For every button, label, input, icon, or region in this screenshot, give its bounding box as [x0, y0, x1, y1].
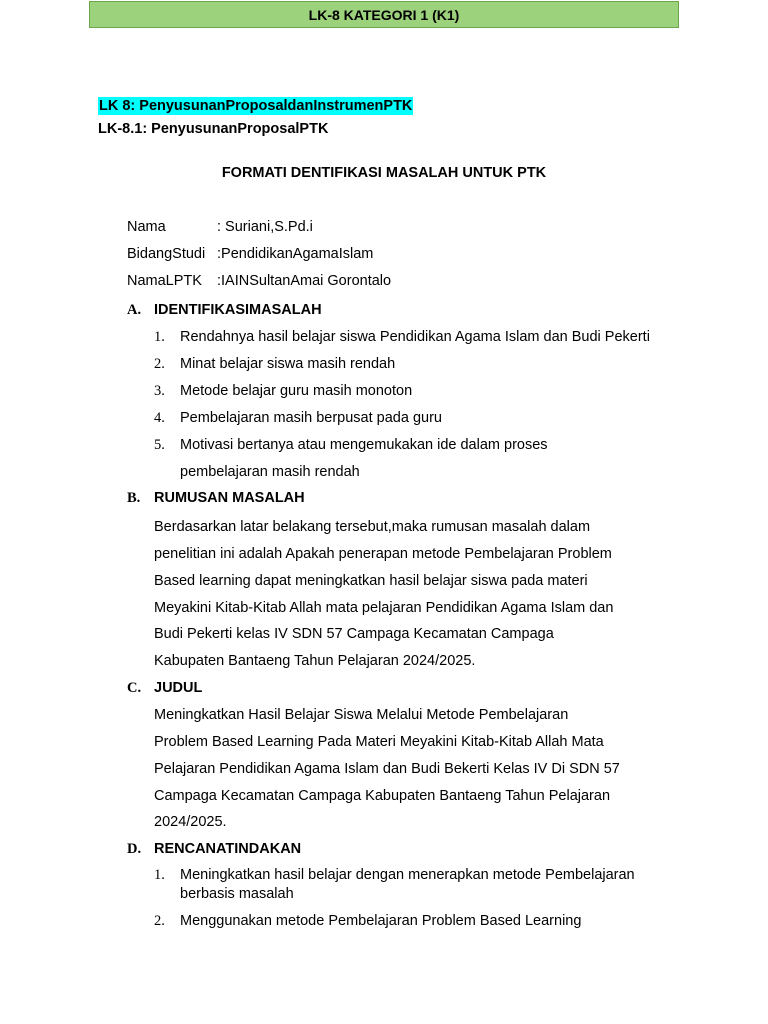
list-item: [154, 409, 442, 427]
info-row-bidang-studi: [127, 245, 373, 263]
paragraph-line: Campaga Kecamatan Campaga Kabupaten Bantaeng Tahun Pelajaran: [154, 788, 611, 804]
section-title: IDENTIFIKASIMASALAH: [154, 302, 322, 318]
paragraph-line: Budi Pekerti kelas IV SDN 57 Campaga Kecamatan Campaga: [154, 626, 554, 642]
list-number: 5.: [154, 437, 165, 453]
section-d-heading: [127, 840, 301, 858]
paragraph-line: penelitian ini adalah Apakah penerapan metode Pembelajaran Problem: [154, 546, 612, 562]
list-item: [154, 436, 548, 454]
list-item: [154, 382, 412, 400]
category-header-label: LK-8 KATEGORI 1 (K1): [308, 6, 460, 23]
list-number: 3.: [154, 383, 165, 399]
list-item: [154, 355, 395, 373]
info-value: : Suriani,S.Pd.i: [217, 219, 313, 235]
section-c-heading: [127, 679, 202, 697]
paragraph-line: Pelajaran Pendidikan Agama Islam dan Budi Bekerti Kelas IV Di SDN 57: [154, 761, 620, 777]
list-item: [154, 866, 635, 884]
info-row-nama: [127, 218, 313, 236]
section-title: RENCANATINDAKAN: [154, 841, 302, 857]
category-header: [89, 1, 679, 28]
paragraph-line: 2024/2025.: [154, 814, 227, 830]
list-text: Menggunakan metode Pembelajaran Problem Based Learning: [180, 913, 582, 929]
list-text: Pembelajaran masih berpusat pada guru: [180, 410, 442, 426]
paragraph-line: Meyakini Kitab-Kitab Allah mata pelajaran Pendidikan Agama Islam dan: [154, 600, 614, 616]
lk-subtitle: LK-8.1: PenyusunanProposalPTK: [98, 121, 329, 137]
info-label: Nama: [127, 219, 166, 235]
list-number: 1.: [154, 867, 165, 883]
section-a-heading: [127, 301, 322, 319]
section-title: RUMUSAN MASALAH: [154, 490, 305, 506]
lk-title: LK 8: PenyusunanProposaldanInstrumenPTK: [99, 98, 413, 114]
form-title: FORMATI DENTIFIKASI MASALAH UNTUK PTK: [221, 165, 547, 181]
info-row-nama-lptk: [127, 272, 391, 290]
info-value: :PendidikanAgamaIslam: [217, 246, 374, 262]
list-number: 4.: [154, 410, 165, 426]
list-text: Motivasi bertanya atau mengemukakan ide dalam proses: [180, 437, 548, 453]
list-text: Meningkatkan hasil belajar dengan menerapkan metode Pembelajaran: [180, 867, 635, 883]
list-item-continuation: pembelajaran masih rendah: [180, 464, 360, 480]
section-letter: C.: [127, 680, 142, 696]
paragraph-line: Meningkatkan Hasil Belajar Siswa Melalui Metode Pembelajaran: [154, 707, 569, 723]
paragraph-line: Kabupaten Bantaeng Tahun Pelajaran 2024/2025.: [154, 653, 476, 669]
paragraph-line: Based learning dapat meningkatkan hasil belajar siswa pada materi: [154, 573, 588, 589]
list-item-continuation: berbasis masalah: [180, 886, 294, 902]
info-label: BidangStudi: [127, 246, 206, 262]
list-item: [154, 912, 581, 930]
list-text: Rendahnya hasil belajar siswa Pendidikan Agama Islam dan Budi Pekerti: [180, 329, 650, 345]
section-letter: D.: [127, 841, 142, 857]
list-text: Metode belajar guru masih monoton: [180, 383, 413, 399]
section-b-heading: [127, 489, 305, 507]
list-item: [154, 328, 650, 346]
section-title: JUDUL: [154, 680, 203, 696]
section-letter: B.: [127, 490, 141, 506]
list-number: 1.: [154, 329, 165, 345]
list-number: 2.: [154, 913, 165, 929]
list-number: 2.: [154, 356, 165, 372]
info-value: :IAINSultanAmai Gorontalo: [217, 273, 392, 289]
paragraph-line: Berdasarkan latar belakang tersebut,maka rumusan masalah dalam: [154, 519, 591, 535]
section-letter: A.: [127, 302, 142, 318]
info-label: NamaLPTK: [127, 273, 202, 289]
paragraph-line: Problem Based Learning Pada Materi Meyakini Kitab-Kitab Allah Mata: [154, 734, 604, 750]
list-text: Minat belajar siswa masih rendah: [180, 356, 396, 372]
